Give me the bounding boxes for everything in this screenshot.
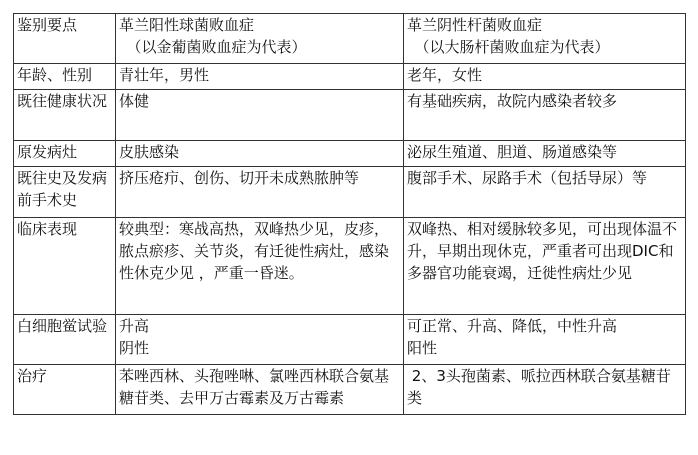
comparison-table <box>13 13 686 415</box>
cell-gram-positive: 挤压疮疖、创伤、切开未成熟脓肿等 <box>116 167 404 218</box>
cell-gram-negative-wbc: 可正常、升高、降低，中性升高 <box>407 317 618 335</box>
cell-gram-negative-limulus: 阳性 <box>407 339 438 357</box>
table-row-wbc-limulus <box>14 315 686 365</box>
table-row-clinical <box>14 218 686 315</box>
header-gram-positive-title: 革兰阳性球菌败血症 <box>119 16 255 34</box>
header-cell-criteria <box>14 14 116 64</box>
cell-gram-negative: 老年，女性 <box>404 64 686 90</box>
row-label: 临床表现 <box>14 218 116 315</box>
header-cell-gram-positive <box>116 14 404 64</box>
table-row-age-sex <box>14 64 686 90</box>
cell-gram-negative: 双峰热、相对缓脉较多见，可出现体温不升，早期出现休克，严重者可出现DIC和多器官功能衰竭，迁徙性病灶少见 <box>404 218 686 315</box>
cell-gram-negative: 泌尿生殖道、胆道、肠道感染等 <box>404 141 686 167</box>
row-label <box>14 167 116 218</box>
cell-gram-positive: 体健 <box>116 90 404 141</box>
row-label-text: 既往史及发病前手术史 <box>17 169 108 209</box>
cell-gram-positive-limulus: 阴性 <box>119 339 150 357</box>
header-gram-positive-subtitle: （以金葡菌败血症为代表） <box>126 38 307 56</box>
row-label: 治疗 <box>14 365 116 415</box>
cell-gram-negative: 有基础疾病，故院内感染者较多 <box>404 90 686 141</box>
header-row <box>14 14 686 64</box>
row-label <box>14 90 116 141</box>
cell-gram-negative <box>404 315 686 365</box>
row-label: 原发病灶 <box>14 141 116 167</box>
cell-gram-positive: 青壮年，男性 <box>116 64 404 90</box>
cell-gram-positive <box>116 315 404 365</box>
table-row-surgery-history <box>14 167 686 218</box>
table-row-treatment <box>14 365 686 415</box>
header-cell-gram-negative <box>404 14 686 64</box>
header-gram-negative-subtitle: （以大肠杆菌败血症为代表） <box>414 38 610 56</box>
table-row-primary-focus <box>14 141 686 167</box>
cell-gram-negative: 2、3头孢菌素、哌拉西林联合氨基糖苷类 <box>404 365 686 415</box>
header-criteria-label: 鉴别要点 <box>17 16 78 34</box>
row-label: 年龄、性别 <box>14 64 116 90</box>
cell-gram-positive: 皮肤感染 <box>116 141 404 167</box>
cell-gram-negative: 腹部手术、尿路手术（包括导尿）等 <box>404 167 686 218</box>
cell-gram-positive: 较典型：寒战高热，双峰热少见，皮疹，脓点瘀疹、关节炎，有迁徙性病灶，感染性休克少见 ，严重一昏迷。 <box>116 218 404 315</box>
cell-gram-positive-wbc: 升高 <box>119 317 150 335</box>
row-label: 白细胞鲎试验 <box>14 315 116 365</box>
table-row-health-history <box>14 90 686 141</box>
cell-gram-positive: 苯唑西林、头孢唑啉、氯唑西林联合氨基糖苷类、去甲万古霉素及万古霉素 <box>116 365 404 415</box>
row-label-text: 既往健康状况 <box>17 92 108 110</box>
header-gram-negative-title: 革兰阴性杆菌败血症 <box>407 16 543 34</box>
